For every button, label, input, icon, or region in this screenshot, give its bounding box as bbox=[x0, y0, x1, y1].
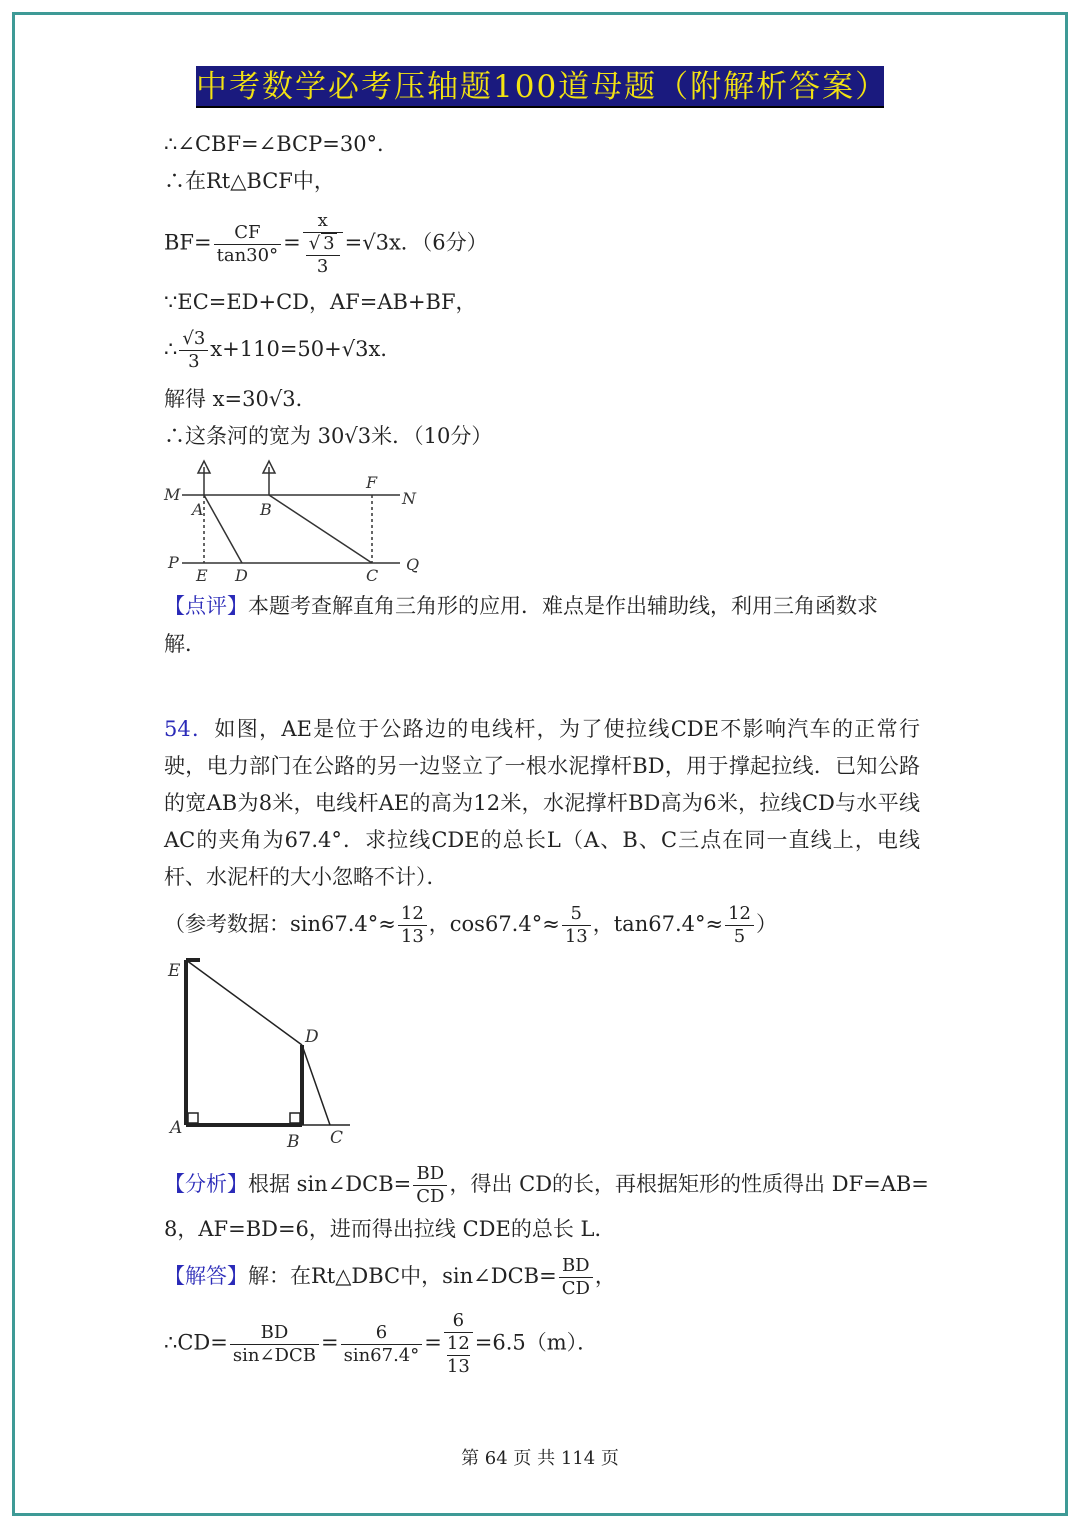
bf-sqrt-3: √ 3 bbox=[306, 233, 340, 256]
cd-f3-num: 6 bbox=[444, 1310, 473, 1333]
answer-text-a: 解：在Rt△DBC中，sin∠DCB= bbox=[248, 1264, 557, 1288]
solution-bf-equation bbox=[164, 210, 488, 278]
bf-den: tan30° bbox=[216, 244, 279, 266]
sin-den: 13 bbox=[400, 926, 424, 947]
bf-x: x bbox=[303, 210, 343, 233]
problem-54 bbox=[164, 711, 920, 896]
cd-fraction-3 bbox=[444, 1310, 473, 1378]
sin-num: 12 bbox=[398, 903, 427, 926]
bf-lhs: BF= bbox=[164, 230, 212, 255]
solution-line-6: 解得 x=30√3． bbox=[164, 387, 317, 411]
solution-line-1: ∴∠CBF=∠BCP=30°． bbox=[164, 132, 399, 156]
answer-num: BD bbox=[559, 1255, 593, 1278]
eq-prefix: ∴ bbox=[164, 337, 178, 361]
segment-ad bbox=[204, 495, 242, 563]
label-a2: A bbox=[170, 1118, 183, 1138]
eq-den: 3 bbox=[188, 351, 200, 372]
page-footer: 第 64 页 共 114 页 bbox=[461, 1448, 619, 1469]
wire-ed bbox=[186, 960, 302, 1045]
bf-fraction-2 bbox=[303, 210, 343, 278]
segment-bc bbox=[269, 495, 372, 563]
label-c2: C bbox=[330, 1128, 344, 1148]
label-e: E bbox=[196, 566, 208, 585]
label-e2: E bbox=[168, 961, 181, 981]
label-p: P bbox=[168, 553, 179, 572]
label-b: B bbox=[260, 500, 272, 519]
label-q: Q bbox=[406, 555, 420, 574]
solution-line-2: ∴在Rt△BCF中， bbox=[164, 169, 335, 193]
analysis-num: BD bbox=[413, 1163, 447, 1186]
label-m: M bbox=[164, 485, 181, 504]
tan-den: 5 bbox=[733, 926, 746, 947]
comment-tag: 【点评】 bbox=[164, 594, 248, 618]
analysis-text-b: ，得出 CD的长，再根据矩形的性质得出 DF=AB= bbox=[449, 1172, 929, 1196]
cos-den: 13 bbox=[564, 926, 588, 947]
label-n: N bbox=[402, 489, 416, 508]
solution-line-7: ∴这条河的宽为 30√3米．（10分） bbox=[164, 424, 493, 448]
cos-fraction bbox=[562, 903, 591, 948]
comment-line bbox=[164, 592, 878, 620]
answer-den: CD bbox=[561, 1278, 590, 1299]
cd-fraction-2 bbox=[341, 1322, 423, 1367]
river-figure bbox=[160, 455, 430, 590]
bf-den-3: 3 bbox=[316, 256, 329, 277]
cd-equation bbox=[164, 1310, 598, 1378]
problem-text: 如图，AE是位于公路边的电线杆，为了使拉线CDE不影响汽车的正常行驶，电力部门在公路的另一边竖立了一根水泥撑杆BD，用于撑起拉线．已知公路的宽AB为8米，电线杆AE的高为12米，水泥撑杆BD高为6米，拉线CD与水平线AC的夹角为67.4°．求拉线CDE的总长L（A、B、C三点在同一直线上，电线杆、水泥杆的大小忽略不计）． bbox=[164, 717, 920, 889]
analysis-line-2: 8，AF=BD=6，进而得出拉线 CDE的总长 L． bbox=[164, 1217, 616, 1241]
tan-fraction bbox=[725, 903, 754, 948]
label-d: D bbox=[235, 566, 248, 585]
answer-line bbox=[164, 1255, 616, 1300]
cd-f1-num: BD bbox=[230, 1322, 319, 1345]
analysis-line bbox=[164, 1163, 929, 1208]
cd-f3-den bbox=[444, 1333, 473, 1378]
bf-sqrt-val: 3 bbox=[323, 233, 335, 254]
bf-den-sqrt bbox=[303, 233, 343, 278]
analysis-tag: 【分析】 bbox=[164, 1172, 248, 1196]
answer-fraction bbox=[559, 1255, 593, 1300]
cd-eq1: = bbox=[320, 1330, 339, 1355]
bf-fraction bbox=[214, 222, 281, 267]
right-angle-a bbox=[188, 1113, 198, 1123]
comment-line-2: 解． bbox=[164, 632, 206, 656]
cd-eq2: = bbox=[424, 1330, 442, 1355]
bf-eq: = bbox=[283, 230, 301, 255]
answer-text-b: ， bbox=[594, 1264, 616, 1288]
analysis-fraction bbox=[413, 1163, 447, 1208]
sin-fraction bbox=[398, 903, 427, 948]
cos-num: 5 bbox=[562, 903, 591, 926]
ref-suffix: ） bbox=[755, 912, 777, 936]
eq-rest: x+110=50+√3x． bbox=[210, 337, 402, 361]
cd-f2-den: sin67.4° bbox=[343, 1344, 420, 1366]
cd-prefix: ∴CD= bbox=[164, 1330, 228, 1355]
cos-prefix: ，cos67.4°≈ bbox=[428, 912, 560, 936]
tan-prefix: ，tan67.4°≈ bbox=[592, 912, 724, 936]
label-c: C bbox=[366, 566, 379, 585]
problem-number: 54． bbox=[164, 717, 215, 741]
bf-rhs: =√3x．（6分） bbox=[344, 230, 488, 255]
wire-dc bbox=[302, 1045, 330, 1125]
page-title: 中考数学必考压轴题100道母题（附解析答案） bbox=[196, 66, 884, 108]
analysis-text-a: 根据 sin∠DCB= bbox=[248, 1172, 412, 1196]
cd-f3-den-den: 13 bbox=[446, 1356, 470, 1377]
label-d2: D bbox=[305, 1027, 319, 1047]
label-f: F bbox=[366, 473, 378, 492]
eq-num: √3 bbox=[179, 328, 208, 351]
right-angle-b bbox=[290, 1113, 300, 1123]
eq-fraction bbox=[179, 328, 208, 373]
answer-tag: 【解答】 bbox=[164, 1264, 248, 1288]
analysis-den: CD bbox=[416, 1186, 445, 1207]
cd-f2-num: 6 bbox=[341, 1322, 423, 1345]
cd-f1-den: sin∠DCB bbox=[232, 1344, 316, 1366]
label-b2: B bbox=[287, 1132, 300, 1152]
ref-prefix: （参考数据：sin67.4°≈ bbox=[164, 912, 396, 936]
cd-f3-den-num: 12 bbox=[446, 1333, 470, 1354]
reference-data bbox=[164, 903, 777, 948]
tan-num: 12 bbox=[725, 903, 754, 926]
pole-figure bbox=[160, 950, 360, 1155]
cd-fraction-1 bbox=[230, 1322, 319, 1367]
comment-text: 本题考查解直角三角形的应用．难点是作出辅助线，利用三角函数求 bbox=[248, 594, 878, 618]
solution-line-4: ∵EC=ED+CD，AF=AB+BF， bbox=[164, 290, 477, 314]
cd-result: =6.5（m）． bbox=[474, 1330, 599, 1355]
solution-equation bbox=[164, 328, 401, 373]
bf-num: CF bbox=[214, 222, 281, 245]
label-a: A bbox=[192, 500, 204, 519]
